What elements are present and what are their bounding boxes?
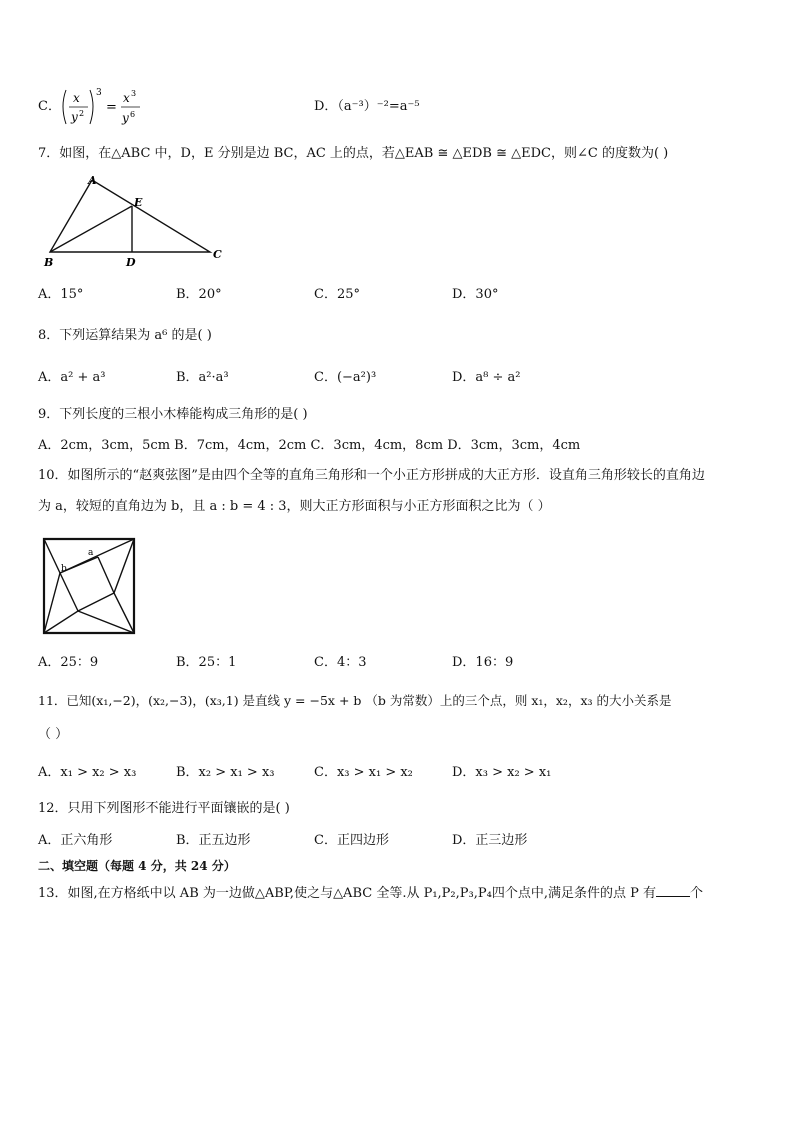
q6-c-lhs-exp: 3 [96, 88, 102, 98]
q10-stem-line1: 10．如图所示的“赵爽弦图”是由四个全等的直角三角形和一个小正方形拼成的大正方形．设直角三角形较长的直角边 [38, 468, 705, 483]
q7-label-e: E [134, 196, 143, 209]
q7-option-a: A．15° [38, 287, 84, 302]
q8-option-d: D．a⁸ ÷ a² [452, 370, 521, 385]
q12-stem: 12．只用下列图形不能进行平面镶嵌的是( ) [38, 801, 290, 816]
q11-option-b: B．x₂ > x₁ > x₃ [176, 765, 275, 780]
q6-c-eq: = [106, 100, 117, 115]
q6-c-rhs-num-exp: 3 [131, 89, 137, 98]
q10-stem-line2: 为 a，较短的直角边为 b，且 a : b = 4 : 3，则大正方形面积与小正方形面积之比为（ ） [38, 499, 551, 514]
q7-stem: 7．如图，在△ABC 中，D，E 分别是边 BC，AC 上的点，若△EAB ≅ △EDB ≅ △EDC，则∠C 的度数为( ) [38, 146, 669, 161]
q7-option-d: D．30° [452, 287, 499, 302]
q6-option-c-label: C． [38, 99, 61, 114]
q8-option-a: A．a² + a³ [38, 370, 106, 385]
q6-option-d: D．（a⁻³）⁻²=a⁻⁵ [314, 99, 420, 114]
q7-label-d: D [126, 256, 136, 269]
q11-option-d: D．x₃ > x₂ > x₁ [452, 765, 552, 780]
q13-suffix: 个 [689, 886, 703, 901]
q11-option-a: A．x₁ > x₂ > x₃ [38, 765, 137, 780]
q10-option-c: C．4：3 [314, 655, 367, 670]
q6-c-lhs-den-exp: 2 [79, 109, 85, 118]
q12-option-a: A．正六角形 [38, 833, 113, 848]
q7-label-b: B [44, 256, 54, 269]
q6-c-lhs-den: y [71, 110, 78, 124]
q6-c-lhs-num: x [73, 91, 80, 105]
q6-c-rhs-den-exp: 6 [130, 110, 136, 119]
q12-option-c: C．正四边形 [314, 833, 389, 848]
q11-option-c: C．x₃ > x₁ > x₂ [314, 765, 413, 780]
q13-answer-blank [656, 884, 690, 897]
q10-label-b: b [61, 564, 67, 574]
q8-stem: 8．下列运算结果为 a⁶ 的是( ) [38, 328, 212, 343]
q10-zhao-shuang-figure [40, 535, 140, 639]
q7-label-a: A [88, 174, 97, 187]
q7-option-b: B．20° [176, 287, 222, 302]
q12-option-d: D．正三边形 [452, 833, 528, 848]
q7-triangle-figure [40, 172, 240, 272]
q7-label-c: C [213, 248, 222, 261]
q10-option-b: B．25：1 [176, 655, 237, 670]
q6-c-rhs-num: x [123, 91, 130, 105]
q9-stem: 9．下列长度的三根小木棒能构成三角形的是( ) [38, 407, 308, 422]
q11-stem-line1: 11．已知(x₁,−2)，(x₂,−3)，(x₃,1) 是直线 y = −5x + b （b 为常数）上的三个点，则 x₁，x₂，x₃ 的大小关系是 [38, 693, 672, 708]
q13-text: 13．如图,在方格纸中以 AB 为一边做△ABP,使之与△ABC 全等.从 P₁,P₂,P₃,P₄四个点中,满足条件的点 P 有 [38, 886, 656, 901]
q10-option-a: A．25：9 [38, 655, 99, 670]
q8-option-b: B．a²·a³ [176, 370, 229, 385]
q6-option-c-formula [60, 86, 170, 130]
q10-option-d: D．16：9 [452, 655, 514, 670]
q13-stem [38, 884, 703, 903]
q12-option-b: B．正五边形 [176, 833, 251, 848]
section-title-fill-in: 二、填空题（每题 4 分，共 24 分） [38, 859, 236, 873]
q7-option-c: C．25° [314, 287, 360, 302]
q6-c-rhs-den: y [122, 111, 129, 125]
q6-option-c [38, 86, 168, 130]
q8-option-c: C．(−a²)³ [314, 370, 377, 385]
q9-options: A．2cm，3cm，5cm B．7cm，4cm，2cm C．3cm，4cm，8cm D．3cm，3cm，4cm [38, 438, 581, 453]
q10-label-a: a [88, 548, 94, 558]
q11-stem-line2: （ ） [38, 727, 69, 742]
